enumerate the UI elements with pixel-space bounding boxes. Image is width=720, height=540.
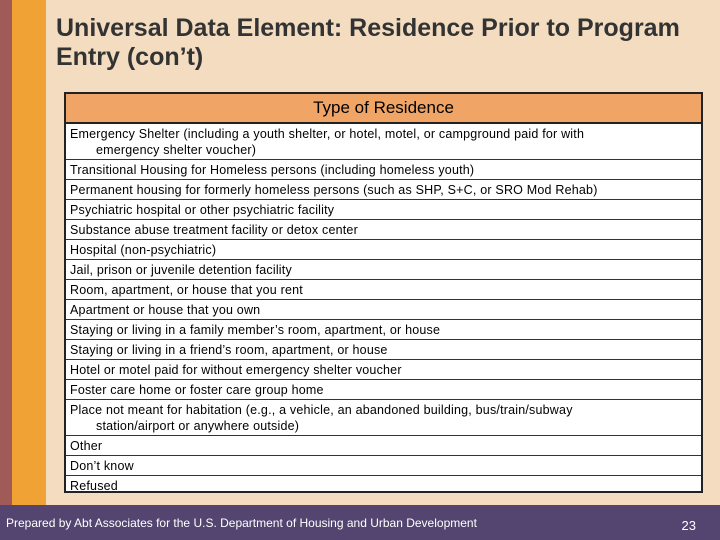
table-row <box>66 200 701 220</box>
table-row <box>66 180 701 200</box>
residence-type-table <box>64 92 703 493</box>
row-text: Psychiatric hospital or other psychiatric facility <box>70 202 335 217</box>
row-text: Jail, prison or juvenile detention facility <box>70 262 292 277</box>
table-row <box>66 456 701 476</box>
row-text: Foster care home or foster care group home <box>70 382 324 397</box>
table-row <box>66 476 701 495</box>
table-row <box>66 340 701 360</box>
table-row <box>66 300 701 320</box>
left-accent-band <box>0 0 12 505</box>
row-text: Staying or living in a friend’s room, apartment, or house <box>70 342 388 357</box>
slide-title: Universal Data Element: Residence Prior to Program Entry (con’t) <box>56 14 680 71</box>
row-text: Emergency Shelter (including a youth shelter, or hotel, motel, or campground paid for with <box>70 126 585 141</box>
orange-accent-band <box>12 0 46 505</box>
row-text: Staying or living in a family member’s room, apartment, or house <box>70 322 441 337</box>
row-text: Permanent housing for formerly homeless persons (such as SHP, S+C, or SRO Mod Rehab) <box>70 182 598 197</box>
row-text: Hotel or motel paid for without emergency shelter voucher <box>70 362 402 377</box>
row-text: Hospital (non-psychiatric) <box>70 242 217 257</box>
row-text-continued: emergency shelter voucher) <box>96 142 257 157</box>
table-row <box>66 260 701 280</box>
row-text: Don’t know <box>70 458 134 473</box>
footer-credit: Prepared by Abt Associates for the U.S. Department of Housing and Urban Development <box>6 516 477 530</box>
footer-bar <box>0 505 720 540</box>
table-row <box>66 220 701 240</box>
row-text-continued: station/airport or anywhere outside) <box>96 418 300 433</box>
page-number: 23 <box>681 518 696 533</box>
table-row <box>66 360 701 380</box>
table-row <box>66 380 701 400</box>
row-text: Other <box>70 438 103 453</box>
table-row <box>66 320 701 340</box>
row-text: Place not meant for habitation (e.g., a vehicle, an abandoned building, bus/train/subway <box>70 402 573 417</box>
row-text: Substance abuse treatment facility or detox center <box>70 222 358 237</box>
table-row <box>66 124 701 160</box>
row-text: Refused <box>70 478 118 493</box>
table-row <box>66 280 701 300</box>
table-row <box>66 160 701 180</box>
row-text: Transitional Housing for Homeless persons (including homeless youth) <box>70 162 475 177</box>
table-header: Type of Residence <box>66 94 701 124</box>
table-row <box>66 240 701 260</box>
table-body <box>66 124 701 495</box>
row-text: Apartment or house that you own <box>70 302 261 317</box>
row-text: Room, apartment, or house that you rent <box>70 282 303 297</box>
table-row <box>66 400 701 436</box>
table-row <box>66 436 701 456</box>
